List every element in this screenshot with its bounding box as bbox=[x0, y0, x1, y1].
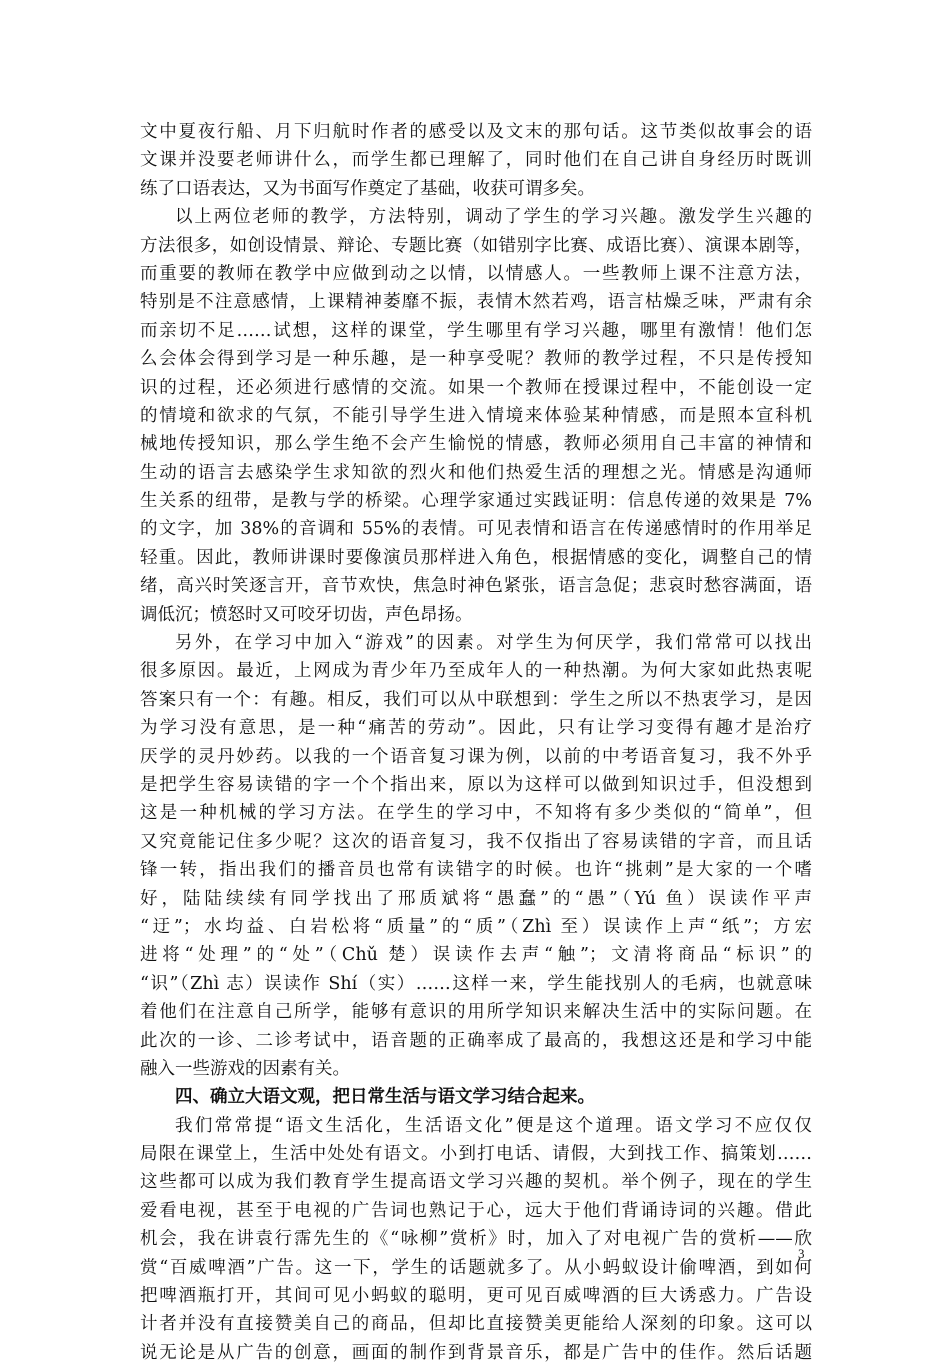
paragraph-storytelling bbox=[140, 118, 812, 203]
text-line: 进将“处理”的“处”（Chǔ 楚）误读作去声“触”；文清将商品“标识”的 bbox=[140, 945, 812, 966]
text-line: 是把学生容易读错的字一个个指出来，原以为这样可以做到知识过手，但没想到 bbox=[140, 774, 812, 795]
page-number: 3 bbox=[798, 1246, 805, 1261]
text-line: 械地传授知识，那么学生绝不会产生愉悦的情感，教师必须用自己丰富的神情和 bbox=[140, 434, 812, 455]
text-line: 文课并没要老师讲什么，而学生都已理解了，同时他们在自己讲自身经历时既训 bbox=[140, 150, 812, 171]
text-line: 文中夏夜行船、月下归航时作者的感受以及文末的那句话。这节类似故事会的语 bbox=[140, 122, 812, 142]
text-line: 局限在课堂上，生活中处处有语文。小到打电话、请假，大到找工作、搞策划…… bbox=[140, 1144, 812, 1165]
text-line: 的文字，加 38%的音调和 55%的表情。可见表情和语言在传递感情时的作用举足 bbox=[140, 519, 812, 540]
text-line: 此次的一诊、二诊考试中，语音题的正确率成了最高的，我想这还是和学习中能 bbox=[140, 1030, 812, 1051]
paragraph-emotion bbox=[140, 203, 812, 629]
text-line: 的情境和欲求的气氛，不能引导学生进入情境来体验某种情感，而是照本宣科机 bbox=[140, 405, 812, 426]
text-line: 爱看电视，甚至于电视的广告词也熟记于心，远大于他们背诵诗词的兴趣。借此 bbox=[140, 1200, 812, 1221]
text-line: 生动的语言去感染学生求知欲的烈火和他们热爱生活的理想之光。情感是沟通师 bbox=[140, 462, 812, 483]
text-line: 机会，我在讲袁行霈先生的《“咏柳”赏析》时，加入了对电视广告的赏析——欣 bbox=[140, 1229, 812, 1250]
text-line: 融入一些游戏的因素有关。 bbox=[140, 1058, 350, 1079]
text-line: 说无论是从广告的创意，画面的制作到背景音乐，都是广告中的佳作。然后话题 bbox=[140, 1342, 812, 1363]
document-body bbox=[140, 118, 812, 1367]
text-line: 很多原因。最近，上网成为青少年乃至成年人的一种热潮。为何大家如此热衷呢 bbox=[140, 661, 812, 682]
text-line: 方法很多，如创设情景、辩论、专题比赛（如错别字比赛、成语比赛）、演课本剧等， bbox=[140, 235, 812, 256]
text-line: 把啤酒瓶打开，其间可见小蚂蚁的聪明，更可见百威啤酒的巨大诱惑力。广告设 bbox=[140, 1286, 812, 1307]
text-line: 为学习没有意思，是一种“痛苦的劳动”。因此，只有让学习变得有趣才是治疗 bbox=[140, 718, 812, 739]
text-line: 这是一种机械的学习方法。在学生的学习中，不知将有多少类似的“简单”，但 bbox=[140, 803, 812, 824]
text-line: 轻重。因此，教师讲课时要像演员那样进入角色，根据情感的变化，调整自己的情 bbox=[140, 547, 812, 568]
text-line: 厌学的灵丹妙药。以我的一个语音复习课为例，以前的中考语音复习，我不外乎 bbox=[140, 746, 812, 767]
text-line: 以上两位老师的教学，方法特别，调动了学生的学习兴趣。激发学生兴趣的 bbox=[175, 207, 812, 228]
section-heading: 四、确立大语文观，把日常生活与语文学习结合起来。 bbox=[175, 1087, 595, 1108]
text-line: 识的过程，还必须进行感情的交流。如果一个教师在授课过程中，不能创设一定 bbox=[140, 377, 812, 398]
text-line: 赏“百威啤酒”广告。这一下，学生的话题就多了。从小蚂蚁设计偷啤酒，到如何 bbox=[140, 1257, 812, 1278]
text-line: 另外，在学习中加入“游戏”的因素。对学生为何厌学，我们常常可以找出 bbox=[175, 633, 812, 654]
text-line: 练了口语表达，又为书面写作奠定了基础，收获可谓多矣。 bbox=[140, 178, 595, 199]
text-line: 好，陆陆续续有同学找出了邢质斌将“愚蠢”的“愚”（Yú 鱼）误读作平声 bbox=[140, 888, 812, 909]
text-line: 着他们在注意自己所学，能够有意识的用所学知识来解决生活中的实际问题。在 bbox=[140, 1002, 812, 1023]
text-line: 答案只有一个：有趣。相反，我们可以从中联想到：学生之所以不热衷学习，是因 bbox=[140, 689, 812, 710]
text-line: 锋一转，指出我们的播音员也常有读错字的时候。也许“挑刺”是大家的一个嗜 bbox=[140, 860, 812, 881]
text-line: 我们常常提“语文生活化，生活语文化”便是这个道理。语文学习不应仅仅 bbox=[175, 1115, 812, 1136]
text-line: “迂”；水均益、白岩松将“质量”的“质”（Zhì 至）误读作上声“纸”；方宏 bbox=[140, 916, 812, 937]
text-line: 绪，高兴时笑逐言开，音节欢快，焦急时神色紧张，语言急促；悲哀时愁容满面，语 bbox=[140, 576, 812, 597]
text-line: 这些都可以成为我们教育学生提高语文学习兴趣的契机。举个例子，现在的学生 bbox=[140, 1172, 812, 1193]
text-line: “识”（Zhì 志）误读作 Shí（实）……这样一来，学生能找别人的毛病，也就意味 bbox=[140, 973, 812, 994]
paragraph-big-chinese bbox=[140, 1112, 812, 1367]
text-line: 调低沉；愤怒时又可咬牙切齿，声色昂扬。 bbox=[140, 604, 473, 625]
text-line: 又究竟能记住多少呢？这次的语音复习，我不仅指出了容易读错的字音，而且话 bbox=[140, 831, 812, 852]
text-line: 计者并没有直接赞美自己的商品，但却比直接赞美更能给人深刻的印象。这可以 bbox=[140, 1314, 812, 1335]
text-line: 特别是不注意感情，上课精神萎靡不振，表情木然若鸡，语言枯燥乏味，严肃有余 bbox=[140, 292, 812, 313]
text-line: 生关系的纽带，是教与学的桥梁。心理学家通过实践证明：信息传递的效果是 7% bbox=[140, 491, 812, 512]
text-line: 而亲切不足……试想，这样的课堂，学生哪里有学习兴趣，哪里有激情！他们怎 bbox=[140, 320, 812, 341]
text-line: 么会体会得到学习是一种乐趣，是一种享受呢？教师的教学过程，不只是传授知 bbox=[140, 349, 812, 370]
paragraph-games bbox=[140, 629, 812, 1083]
text-line: 而重要的教师在教学中应做到动之以情，以情感人。一些教师上课不注意方法， bbox=[140, 263, 812, 284]
